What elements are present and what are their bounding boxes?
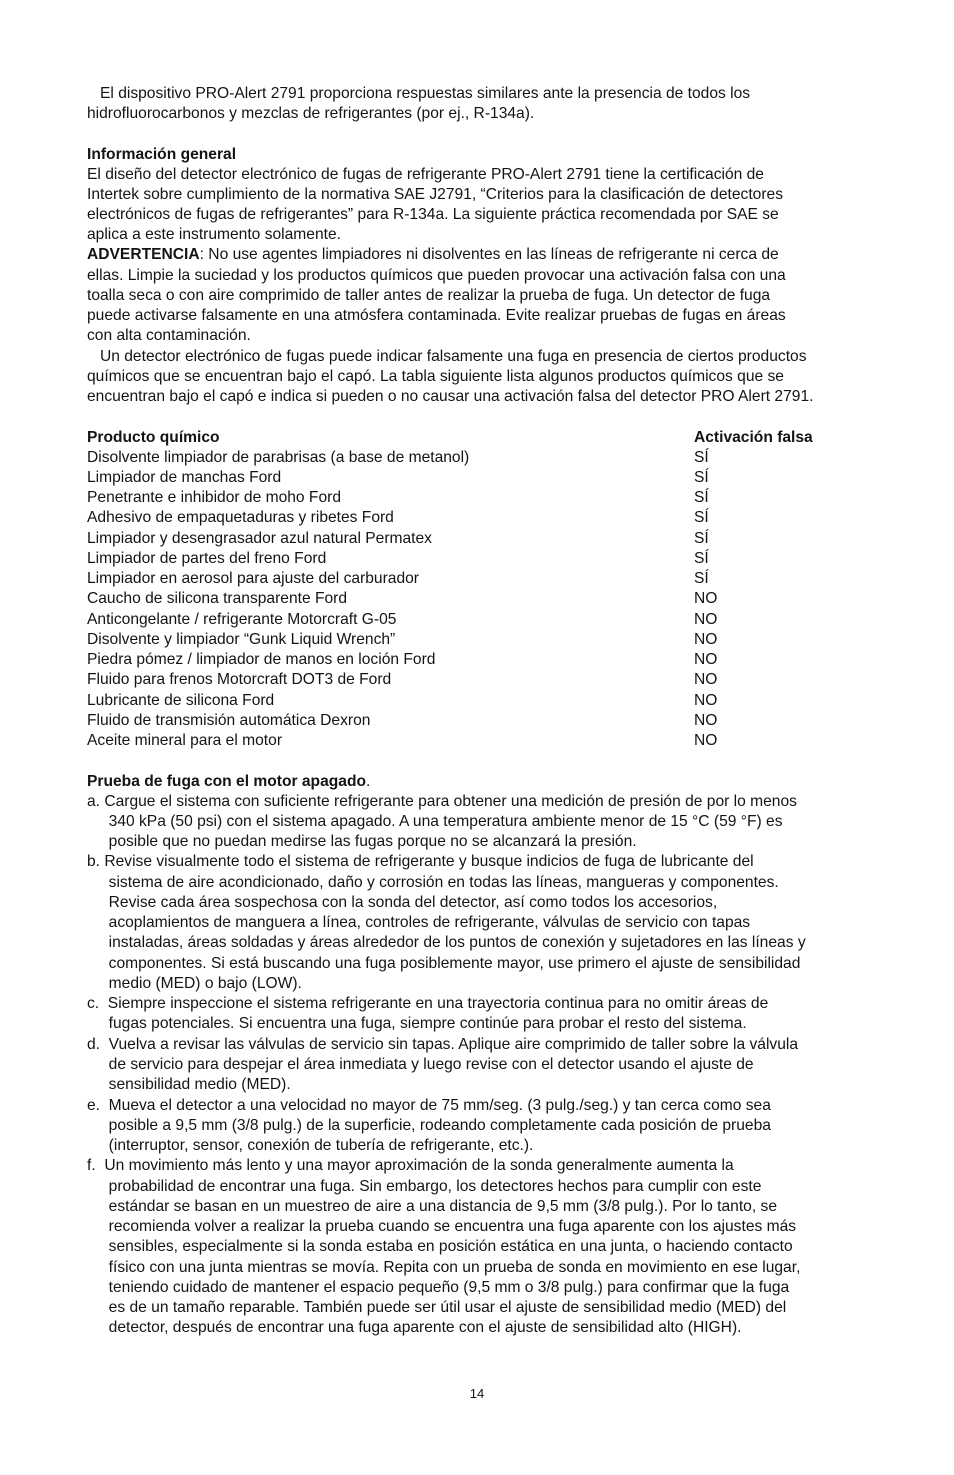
table-row-product: Disolvente y limpiador “Gunk Liquid Wrench” bbox=[87, 631, 396, 648]
table-row-activation: NO bbox=[694, 692, 718, 709]
test-line: f. Un movimiento más lento y una mayor aproximación de la sonda generalmente aumenta la bbox=[87, 1157, 734, 1174]
test-line: 340 kPa (50 psi) con el sistema apagado. A una temperatura ambiente menor de 15 °C (59 °F) es bbox=[87, 813, 783, 830]
test-line: componentes. Si está buscando una fuga posiblemente mayor, use primero el ajuste de sensibilidad bbox=[87, 955, 801, 972]
warning-line: con alta contaminación. bbox=[87, 327, 251, 344]
general-line: aplica a este instrumento solamente. bbox=[87, 226, 341, 243]
warning-label: ADVERTENCIA bbox=[87, 246, 200, 263]
table-row-activation: SÍ bbox=[694, 550, 709, 567]
table-row-product: Limpiador y desengrasador azul natural Permatex bbox=[87, 530, 432, 547]
paragraph-line: encuentran bajo el capó e indica si pueden o no causar una activación falsa del detector PRO Alert 2791. bbox=[87, 388, 814, 405]
table-row-product: Fluido para frenos Motorcraft DOT3 de Ford bbox=[87, 671, 392, 688]
warning-line: ellas. Limpie la suciedad y los productos químicos que pueden provocar una activación falsa con una bbox=[87, 267, 786, 284]
general-line: El diseño del detector electrónico de fugas de refrigerante PRO-Alert 2791 tiene la certificación de bbox=[87, 166, 764, 183]
test-line: estándar se basan en un muestreo de aire a una distancia de 9,5 mm (3/8 pulg.). Por lo tanto, se bbox=[87, 1198, 777, 1215]
intro-line: hidrofluorocarbonos y mezclas de refrigerantes (por ej., R-134a). bbox=[87, 105, 535, 122]
table-header-product: Producto químico bbox=[87, 429, 220, 446]
test-line: posible que no puedan medirse las fugas porque no se alcanzará la presión. bbox=[87, 833, 637, 850]
general-heading: Información general bbox=[87, 146, 237, 163]
warning-text: : No use agentes limpiadores ni disolventes en las líneas de refrigerante ni cerca de bbox=[199, 246, 779, 263]
test-line: fugas potenciales. Si encuentra una fuga, siempre continúe para probar el resto del sistema. bbox=[87, 1015, 747, 1032]
test-line: (interruptor, sensor, conexión de tubería de refrigerante, etc.). bbox=[87, 1137, 534, 1154]
table-row-activation: NO bbox=[694, 631, 718, 648]
test-line: físico con una junta mientras se movía. Repita con un prueba de sonda en movimiento en ese lugar, bbox=[87, 1259, 801, 1276]
table-row-product: Caucho de silicona transparente Ford bbox=[87, 590, 348, 607]
intro-line: El dispositivo PRO-Alert 2791 proporciona respuestas similares ante la presencia de todos los bbox=[87, 85, 751, 102]
warning-line: puede activarse falsamente en una atmósfera contaminada. Evite realizar pruebas de fugas en áreas bbox=[87, 307, 786, 324]
test-heading: Prueba de fuga con el motor apagado bbox=[87, 773, 366, 790]
test-line: sensibles, especialmente si la sonda estaba en posición estática en una junta, o haciendo contacto bbox=[87, 1238, 793, 1255]
test-line: e. Mueva el detector a una velocidad no mayor de 75 mm/seg. (3 pulg./seg.) y tan cerca como sea bbox=[87, 1097, 771, 1114]
table-row-product: Limpiador de manchas Ford bbox=[87, 469, 282, 486]
test-line: recomienda volver a realizar la prueba cuando se encuentra una fuga aparente con los ajustes más bbox=[87, 1218, 797, 1235]
table-row-activation: NO bbox=[694, 651, 718, 668]
paragraph-line: químicos que se encuentran bajo el capó. La tabla siguiente lista algunos productos químicos que se bbox=[87, 368, 784, 385]
table-row-product: Fluido de transmisión automática Dexron bbox=[87, 712, 371, 729]
table-header-activation: Activación falsa bbox=[694, 429, 813, 446]
table-row-product: Limpiador en aerosol para ajuste del carburador bbox=[87, 570, 419, 587]
test-line: detector, después de encontrar una fuga aparente con el ajuste de sensibilidad alto (HIGH). bbox=[87, 1319, 742, 1336]
table-row-product: Lubricante de silicona Ford bbox=[87, 692, 275, 709]
test-line: probabilidad de encontrar una fuga. Sin embargo, los detectores hechos para cumplir con este bbox=[87, 1178, 762, 1195]
test-heading-suffix: . bbox=[366, 773, 371, 790]
table-row-activation: NO bbox=[694, 671, 718, 688]
table-row-activation: SÍ bbox=[694, 449, 709, 466]
page-number: 14 bbox=[469, 1386, 485, 1401]
general-line: Intertek sobre cumplimiento de la normativa SAE J2791, “Criterios para la clasificación de detectores bbox=[87, 186, 783, 203]
warning-line bbox=[87, 245, 779, 265]
table-row-activation: SÍ bbox=[694, 530, 709, 547]
general-line: electrónicos de fugas de refrigerantes” para R-134a. La siguiente práctica recomendada por SAE se bbox=[87, 206, 779, 223]
table-row-activation: SÍ bbox=[694, 469, 709, 486]
test-line: medio (MED) o bajo (LOW). bbox=[87, 975, 302, 992]
table-row-activation: SÍ bbox=[694, 489, 709, 506]
table-row-product: Penetrante e inhibidor de moho Ford bbox=[87, 489, 341, 506]
test-line: b. Revise visualmente todo el sistema de refrigerante y busque indicios de fuga de lubricante del bbox=[87, 853, 754, 870]
table-row-activation: NO bbox=[694, 611, 718, 628]
test-line: teniendo cuidado de mantener el espacio pequeño (9,5 mm o 3/8 pulg.) para confirmar que la fuga bbox=[87, 1279, 790, 1296]
table-row-activation: SÍ bbox=[694, 570, 709, 587]
table-row-activation: SÍ bbox=[694, 509, 709, 526]
table-row-activation: NO bbox=[694, 732, 718, 749]
table-row-product: Limpiador de partes del freno Ford bbox=[87, 550, 327, 567]
paragraph-line: Un detector electrónico de fugas puede indicar falsamente una fuga en presencia de ciertos productos bbox=[87, 348, 807, 365]
table-row-activation: NO bbox=[694, 712, 718, 729]
test-line: d. Vuelva a revisar las válvulas de servicio sin tapas. Aplique aire comprimido de taller sobre la válvula bbox=[87, 1036, 799, 1053]
test-line: posible a 9,5 mm (3/8 pulg.) de la superficie, rodeando completamente cada posición de prueba bbox=[87, 1117, 771, 1134]
test-heading-line bbox=[87, 772, 370, 792]
table-row-product: Piedra pómez / limpiador de manos en loción Ford bbox=[87, 651, 436, 668]
test-line: sensibilidad medio (MED). bbox=[87, 1076, 291, 1093]
table-row-product: Anticongelante / refrigerante Motorcraft G-05 bbox=[87, 611, 397, 628]
table-row-product: Adhesivo de empaquetaduras y ribetes Ford bbox=[87, 509, 394, 526]
table-row-product: Disolvente limpiador de parabrisas (a base de metanol) bbox=[87, 449, 470, 466]
test-line: instaladas, áreas soldadas y áreas alrededor de los puntos de conexión y sujetadores en las líneas y bbox=[87, 934, 806, 951]
test-line: Revise cada área sospechosa con la sonda del detector, así como todos los accesorios, bbox=[87, 894, 718, 911]
test-line: es de un tamaño reparable. También puede ser útil usar el ajuste de sensibilidad medio (MED) del bbox=[87, 1299, 787, 1316]
test-line: a. Cargue el sistema con suficiente refrigerante para obtener una medición de presión de por lo menos bbox=[87, 793, 797, 810]
warning-line: toalla seca o con aire comprimido de taller antes de realizar la prueba de fuga. Un detector de fuga bbox=[87, 287, 771, 304]
table-row-activation: NO bbox=[694, 590, 718, 607]
test-line: de servicio para despejar el área inmediata y luego revise con el detector usando el ajuste de bbox=[87, 1056, 754, 1073]
table-row-product: Aceite mineral para el motor bbox=[87, 732, 283, 749]
test-line: acoplamientos de manguera a línea, controles de refrigerante, válvulas de servicio con tapas bbox=[87, 914, 751, 931]
test-line: sistema de aire acondicionado, daño y corrosión en todas las líneas, mangueras y componentes. bbox=[87, 874, 779, 891]
test-line: c. Siempre inspeccione el sistema refrigerante en una trayectoria continua para no omitir áreas de bbox=[87, 995, 769, 1012]
